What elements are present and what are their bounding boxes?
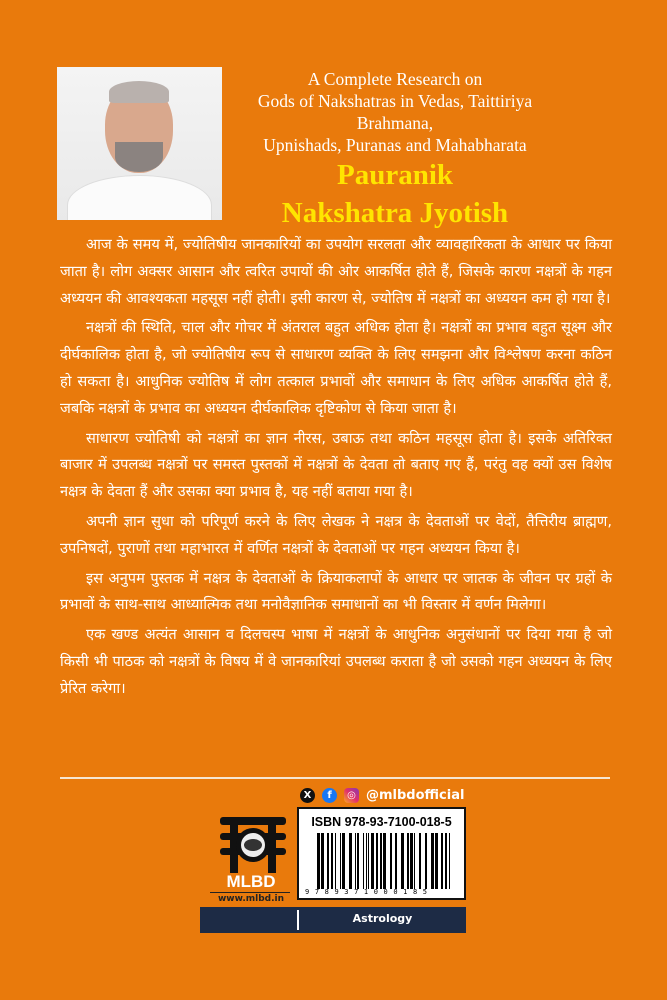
barcode-bar xyxy=(407,833,409,889)
barcode xyxy=(317,833,455,889)
divider xyxy=(210,892,290,893)
blurb-paragraph: अपनी ज्ञान सुधा को परिपूर्ण करने के लिए लेखक ने नक्षत्र के देवताओं पर वेदों, तैत्तिरीय ब्राह्मण, उपनिषदों, पुराणों तथा महाभारत में वर्णित नक्षत्रों के देवताओं पर गहन अध्ययन किया है। xyxy=(60,512,612,557)
publisher-website[interactable]: www.mlbd.in xyxy=(217,894,285,904)
barcode-bar xyxy=(376,833,378,889)
barcode-bar xyxy=(401,833,404,889)
barcode-bar xyxy=(414,833,415,889)
subtitle-line: Gods of Nakshatras in Vedas, Taittiriya Brahmana, xyxy=(257,91,533,133)
barcode-bar xyxy=(390,833,392,889)
barcode-bar xyxy=(368,833,369,889)
barcode-bar xyxy=(331,833,333,889)
blurb-paragraph: साधारण ज्योतिषी को नक्षत्रों का ज्ञान नीरस, उबाऊ तथा कठिन महसूस होता है। इसके अतिरिक्त बाजार में उपलब्ध नक्षत्रों पर समस्त पुस्तकों में नक्षत्रों के देवता तो बताए गए हैं, परंतु वह क्यों उस विशेष नक्षत्र के देवता हैं और उसका क्या प्रभाव है, यह नहीं बताया गया है। xyxy=(60,429,612,501)
barcode-bar xyxy=(340,833,341,889)
barcode-bar xyxy=(425,833,427,889)
isbn-barcode-box xyxy=(297,807,466,900)
subtitle-line: Upnishads, Puranas and Mahabharata xyxy=(263,135,527,155)
category-bar xyxy=(200,907,466,933)
barcode-bar xyxy=(342,833,345,889)
barcode-bar xyxy=(363,833,364,889)
barcode-bar xyxy=(327,833,329,889)
book-title-line2: Nakshatra Jyotish xyxy=(281,197,509,229)
barcode-bar xyxy=(395,833,397,889)
barcode-bar xyxy=(380,833,382,889)
blurb-paragraph: आज के समय में, ज्योतिषीय जानकारियों का उपयोग सरलता और व्यावहारिकता के आधार पर किया जाता है। लोग अक्सर आसान और त्वरित उपायों की ओर आकर्षित होते हैं, जिसके कारण नक्षत्रों के गहन अध्ययन की आवश्यकता महसूस नहीं होती। इसी कारण से, ज्योतिष में नक्षत्रों का अध्ययन कम हो गया है। xyxy=(60,236,612,307)
barcode-bar xyxy=(445,833,447,889)
barcode-bar xyxy=(317,833,320,889)
barcode-bar xyxy=(383,833,386,889)
book-title-line1: Pauranik xyxy=(336,159,454,191)
barcode-bar xyxy=(371,833,374,889)
instagram-icon[interactable]: ◎ xyxy=(344,788,359,803)
barcode-bar xyxy=(349,833,352,889)
barcode-bar xyxy=(355,833,356,889)
divider xyxy=(60,777,610,779)
blurb-paragraph: एक खण्ड अत्यंत आसान व दिलचस्प भाषा में नक्षत्रों के आधुनिक अनुसंधानों पर दिया गया है जो किसी भी पाठक को नक्षत्रों के विषय में वे जानकारियां उपलब्ध कराता है जो उसको गहन अध्ययन के लिए प्रेरित करेगा। xyxy=(60,626,612,697)
barcode-bar xyxy=(410,833,413,889)
barcode-bar xyxy=(366,833,367,889)
subtitle-line: A Complete Research on xyxy=(307,69,483,89)
blurb xyxy=(60,232,612,706)
facebook-icon[interactable]: f xyxy=(322,788,337,803)
isbn-label: ISBN 978-93-7100-018-5 xyxy=(311,815,452,829)
book-header xyxy=(225,68,565,232)
social-handle: @mlbdofficial xyxy=(366,788,465,803)
social-links xyxy=(300,788,464,803)
barcode-bar xyxy=(321,833,324,889)
author-photo xyxy=(57,67,222,220)
barcode-digits: 9789371000185 xyxy=(305,888,433,896)
x-icon[interactable]: X xyxy=(300,788,315,803)
publisher-name: MLBD xyxy=(226,872,276,891)
barcode-bar xyxy=(449,833,450,889)
barcode-bar xyxy=(435,833,438,889)
barcode-bar xyxy=(431,833,434,889)
blurb-paragraph: नक्षत्रों की स्थिति, चाल और गोचर में अंतराल बहुत अधिक होता है। नक्षत्रों का प्रभाव बहुत सूक्ष्म और दीर्घकालिक होता है, जो ज्योतिषीय रूप से साधारण व्यक्ति के लिए समझना और विश्लेषण करना कठिन हो सकता है। आधुनिक ज्योतिष में लोग तत्काल प्रभावों और समाधान के लिए अधिक आकर्षित होते हैं, जबकि नक्षत्रों के प्रभाव का अध्ययन दीर्घकालिक दृष्टिकोण से किया जाता है। xyxy=(60,319,612,417)
barcode-bar xyxy=(335,833,336,889)
barcode-bar xyxy=(441,833,443,889)
blurb-paragraph: इस अनुपम पुस्तक में नक्षत्र के देवताओं के क्रियाकलापों के आधार पर जातक के जीवन पर ग्रहों के प्रभावों के साथ-साथ आध्यात्मिक तथा मनोवैज्ञानिक समाधानों का भी विस्तार में वर्णन मिलेगा। xyxy=(60,569,612,614)
category-label: Astrology xyxy=(352,912,413,925)
barcode-bar xyxy=(357,833,359,889)
barcode-bar xyxy=(419,833,421,889)
mlbd-logo-icon xyxy=(218,815,288,875)
